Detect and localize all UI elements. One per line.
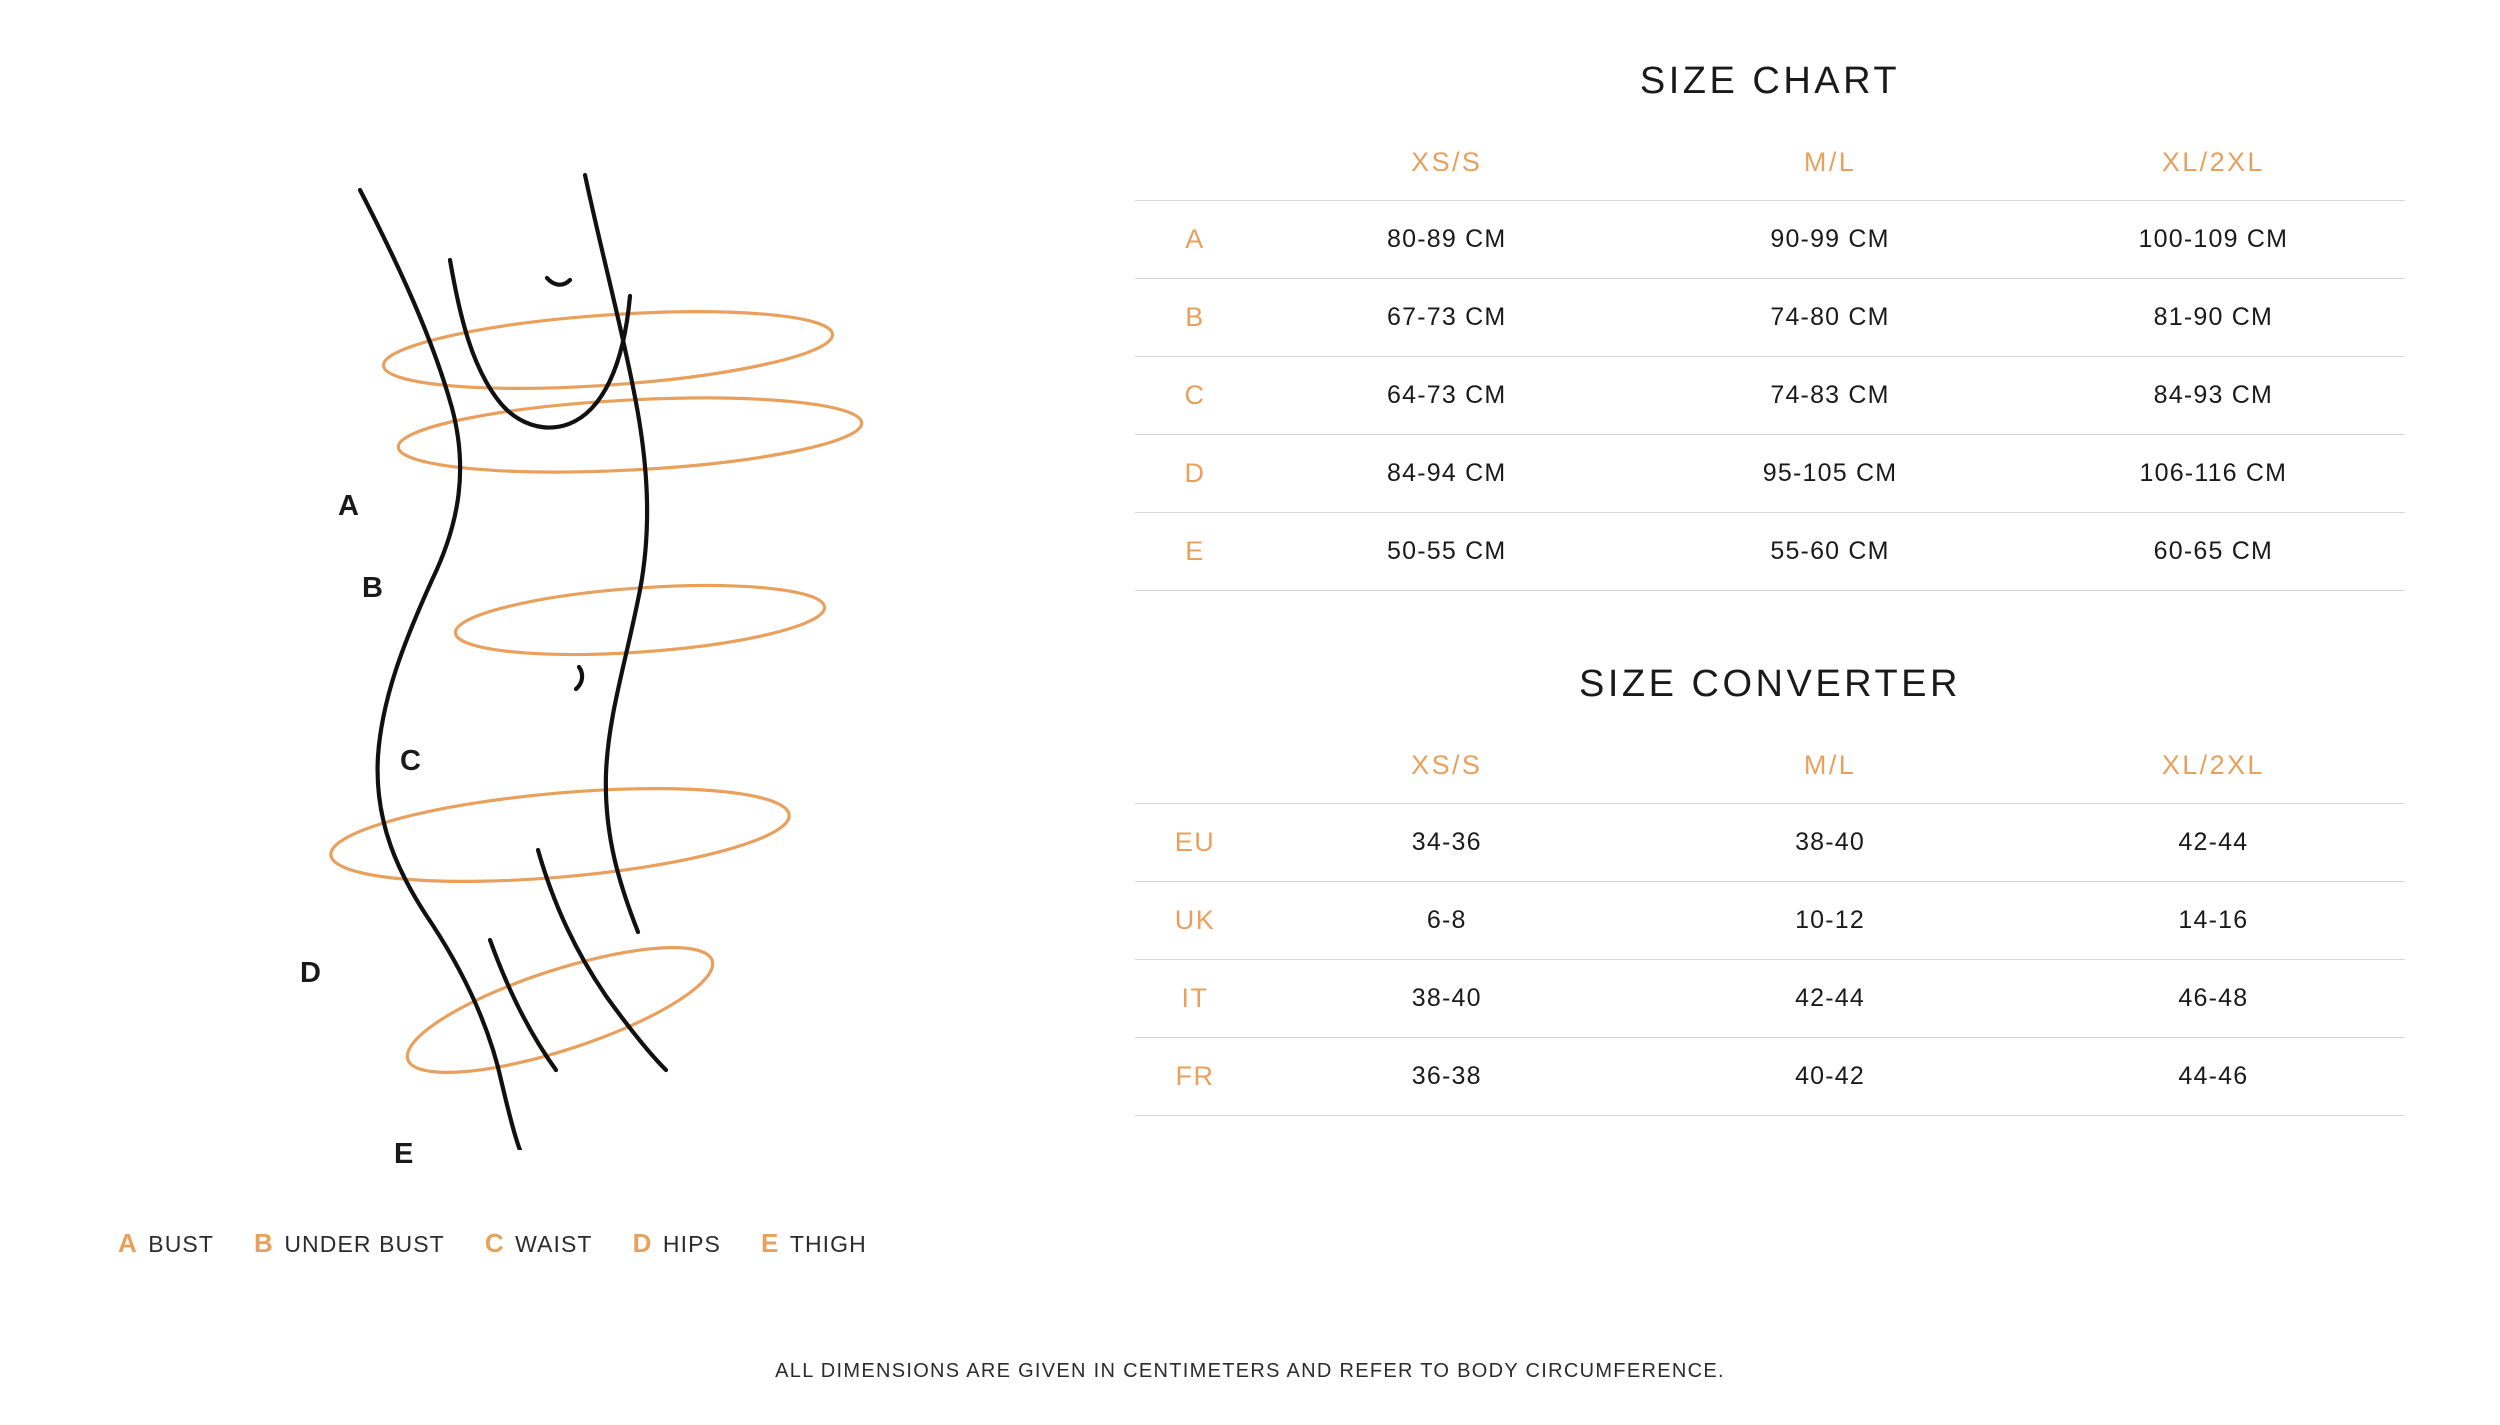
figure-label-b: B bbox=[362, 572, 384, 604]
size-chart-corner-cell bbox=[1135, 147, 1255, 201]
size-chart-b-xs-s: 67-73 CM bbox=[1387, 303, 1507, 331]
size-chart-e-xs-s: 50-55 CM bbox=[1387, 537, 1507, 565]
size-chart-row-label-d: D bbox=[1184, 458, 1206, 488]
body-outline-svg bbox=[60, 150, 1090, 1150]
size-converter-uk-xl-2xl: 14-16 bbox=[2178, 906, 2249, 934]
table-row bbox=[1135, 1038, 2405, 1116]
size-chart-a-xl-2xl: 100-109 CM bbox=[2138, 225, 2289, 253]
size-converter-row-label-eu: EU bbox=[1174, 827, 1216, 857]
size-converter-row-label-it: IT bbox=[1181, 983, 1209, 1013]
size-chart-d-xs-s: 84-94 CM bbox=[1387, 459, 1507, 487]
legend-text-thigh: THIGH bbox=[789, 1231, 867, 1257]
figure-label-c: C bbox=[400, 745, 422, 777]
legend-text-under-bust: UNDER BUST bbox=[284, 1231, 445, 1257]
figure-label-a: A bbox=[338, 490, 360, 522]
ellipse-thigh bbox=[395, 923, 724, 1098]
size-chart-row-label-a: A bbox=[1185, 224, 1205, 254]
body-contour bbox=[360, 175, 666, 1150]
size-converter-corner-cell bbox=[1135, 750, 1255, 804]
table-row bbox=[1135, 960, 2405, 1038]
figure-label-d: D bbox=[300, 957, 322, 989]
size-converter-table bbox=[1135, 750, 2405, 1116]
size-chart-row-label-e: E bbox=[1185, 536, 1205, 566]
size-chart-d-m-l: 95-105 CM bbox=[1762, 459, 1898, 487]
legend-text-waist: WAIST bbox=[515, 1231, 593, 1257]
legend-item-under-bust bbox=[254, 1228, 445, 1259]
size-converter-fr-m-l: 40-42 bbox=[1795, 1062, 1866, 1090]
size-converter-section bbox=[1100, 663, 2440, 1116]
size-converter-it-xl-2xl: 46-48 bbox=[2178, 984, 2249, 1012]
size-chart-a-m-l: 90-99 CM bbox=[1770, 225, 1890, 253]
size-converter-it-xs-s: 38-40 bbox=[1411, 984, 1482, 1012]
size-chart-b-m-l: 74-80 CM bbox=[1770, 303, 1890, 331]
legend-item-bust bbox=[118, 1228, 214, 1259]
size-converter-row-label-fr: FR bbox=[1175, 1061, 1215, 1091]
size-chart-a-xs-s: 80-89 CM bbox=[1387, 225, 1507, 253]
size-converter-uk-m-l: 10-12 bbox=[1795, 906, 1866, 934]
size-converter-title: SIZE CONVERTER bbox=[1579, 663, 1961, 705]
size-converter-uk-xs-s: 6-8 bbox=[1426, 906, 1467, 934]
legend-letter-a: A bbox=[118, 1228, 138, 1258]
ellipse-under-bust bbox=[396, 388, 863, 482]
size-converter-col-xl-2xl: XL/2XL bbox=[2161, 750, 2265, 780]
table-row bbox=[1135, 804, 2405, 882]
size-chart-d-xl-2xl: 106-116 CM bbox=[2139, 459, 2288, 487]
size-converter-col-m-l: M/L bbox=[1803, 750, 1857, 780]
size-chart-c-xl-2xl: 84-93 CM bbox=[2153, 381, 2274, 409]
legend-letter-e: E bbox=[760, 1228, 779, 1258]
tables-panel bbox=[1100, 60, 2440, 1116]
size-chart-col-xs-s: XS/S bbox=[1411, 147, 1483, 177]
size-chart-c-xs-s: 64-73 CM bbox=[1387, 381, 1507, 409]
body-figure-illustration bbox=[60, 150, 1090, 1170]
size-converter-fr-xs-s: 36-38 bbox=[1411, 1062, 1482, 1090]
size-converter-header-row bbox=[1135, 750, 2405, 804]
table-row bbox=[1135, 882, 2405, 960]
size-chart-b-xl-2xl: 81-90 CM bbox=[2153, 303, 2274, 331]
size-chart-c-m-l: 74-83 CM bbox=[1770, 381, 1890, 409]
size-converter-row-label-uk: UK bbox=[1174, 905, 1216, 935]
size-chart-e-m-l: 55-60 CM bbox=[1770, 537, 1890, 565]
table-row bbox=[1135, 435, 2405, 513]
table-row bbox=[1135, 279, 2405, 357]
table-row bbox=[1135, 357, 2405, 435]
size-converter-it-m-l: 42-44 bbox=[1795, 984, 1866, 1012]
size-converter-eu-m-l: 38-40 bbox=[1795, 828, 1866, 856]
legend-text-bust: BUST bbox=[148, 1231, 215, 1257]
size-chart-row-label-b: B bbox=[1185, 302, 1205, 332]
legend-item-hips bbox=[633, 1228, 721, 1259]
legend-item-thigh bbox=[761, 1228, 867, 1259]
figure-label-e: E bbox=[394, 1138, 415, 1170]
size-chart-title: SIZE CHART bbox=[1639, 60, 1901, 102]
size-chart-table bbox=[1135, 147, 2405, 591]
legend-item-waist bbox=[485, 1228, 593, 1259]
table-row bbox=[1135, 513, 2405, 591]
size-chart-col-xl-2xl: XL/2XL bbox=[2161, 147, 2265, 177]
size-chart-e-xl-2xl: 60-65 CM bbox=[2153, 537, 2274, 565]
size-converter-eu-xs-s: 34-36 bbox=[1411, 828, 1482, 856]
size-converter-col-xs-s: XS/S bbox=[1411, 750, 1483, 780]
size-converter-fr-xl-2xl: 44-46 bbox=[2178, 1062, 2249, 1090]
legend-text-hips: HIPS bbox=[662, 1231, 721, 1257]
size-chart-col-m-l: M/L bbox=[1803, 147, 1857, 177]
size-chart-row-label-c: C bbox=[1184, 380, 1206, 410]
table-row bbox=[1135, 201, 2405, 279]
ellipse-hips bbox=[327, 773, 793, 897]
dimensions-footnote: ALL DIMENSIONS ARE GIVEN IN CENTIMETERS AND REFER TO BODY CIRCUMFERENCE. bbox=[775, 1360, 1725, 1382]
legend-letter-c: C bbox=[484, 1228, 505, 1258]
size-converter-eu-xl-2xl: 42-44 bbox=[2178, 828, 2249, 856]
size-chart-header-row bbox=[1135, 147, 2405, 201]
legend-letter-b: B bbox=[254, 1228, 274, 1258]
legend-letter-d: D bbox=[632, 1228, 652, 1258]
measurement-legend bbox=[118, 1228, 867, 1259]
